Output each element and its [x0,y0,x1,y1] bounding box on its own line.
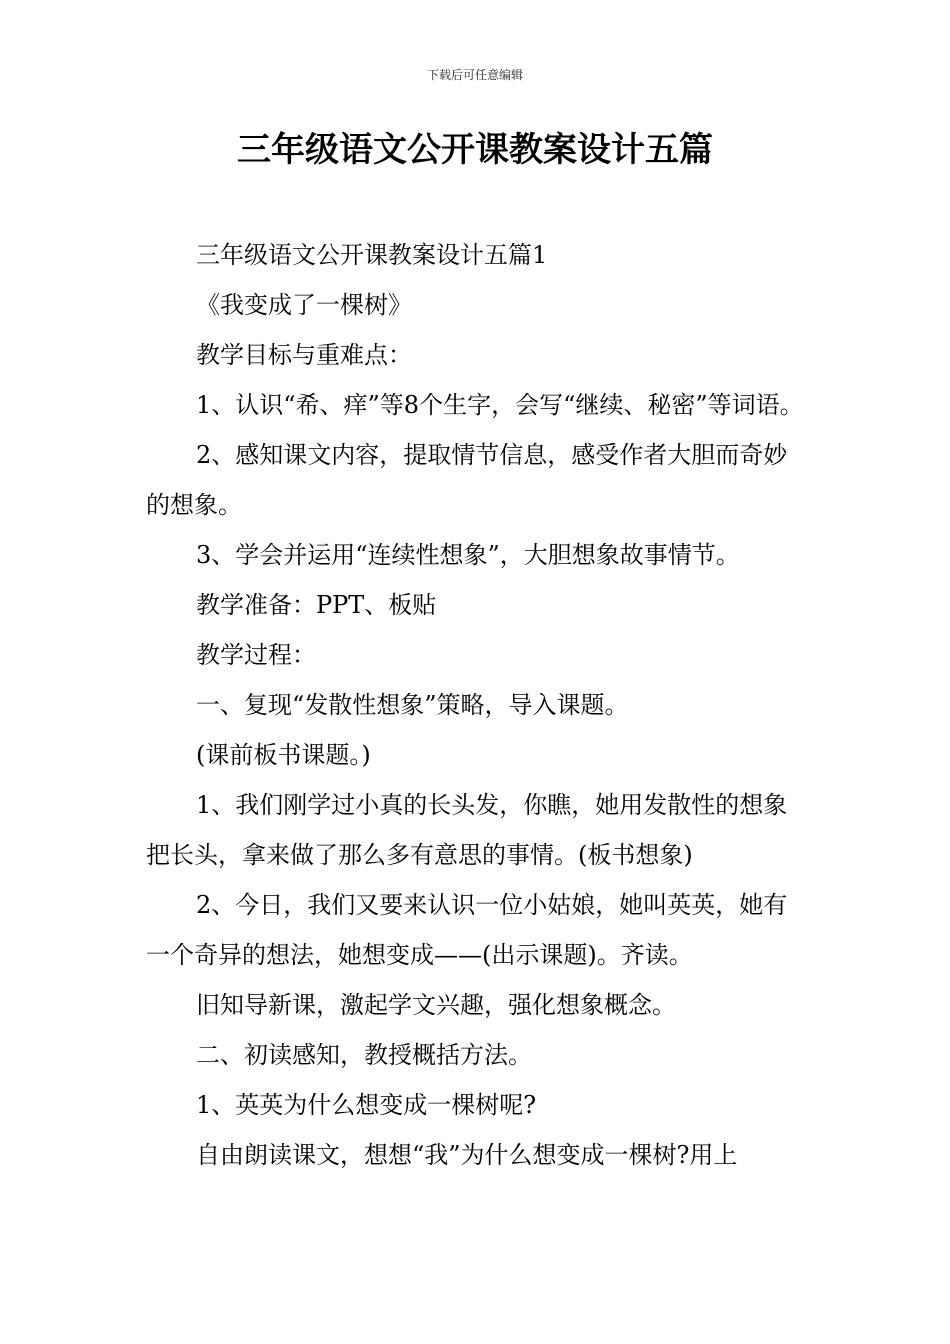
paragraph: 旧知导新课，激起学文兴趣，强化想象概念。 [196,991,676,1019]
paragraph: 1、我们刚学过小真的长头发，你瞧，她用发散性的想象把长头，拿来做了那么多有意思的事情。(板书想象) [146,791,788,869]
paragraph: 2、感知课文内容，提取情节信息，感受作者大胆而奇妙的想象。 [146,441,788,519]
paragraph: 一、复现“发散性想象”策略，导入课题。 [196,691,629,719]
header-note: 下载后可任意编辑 [426,68,523,82]
paragraph: 1、英英为什么想变成一棵树呢? [196,1091,537,1119]
document-body [146,230,808,1180]
paragraph: 教学准备：PPT、板贴 [196,591,437,619]
paragraph: 1、认识“希、痒”等8个生字，会写“继续、秘密”等词语。 [196,391,804,419]
document-title: 三年级语文公开课教案设计五篇 [237,130,713,170]
paragraph: 教学过程： [196,641,316,669]
paragraph: 自由朗读课文，想想“我”为什么想变成一棵树?用上 [196,1141,738,1169]
paragraph: 2、今日，我们又要来认识一位小姑娘，她叫英英，她有一个奇异的想法，她想变成——(出示课题)。齐读。 [146,891,788,969]
section-heading: 三年级语文公开课教案设计五篇1 [196,241,548,269]
lesson-title: 《我变成了一棵树》 [196,291,412,319]
paragraph: 3、学会并运用“连续性想象”，大胆想象故事情节。 [196,541,740,569]
paragraph: 教学目标与重难点： [196,341,412,369]
paragraph: 二、初读感知，教授概括方法。 [196,1041,532,1069]
paragraph: (课前板书课题。) [196,741,371,769]
